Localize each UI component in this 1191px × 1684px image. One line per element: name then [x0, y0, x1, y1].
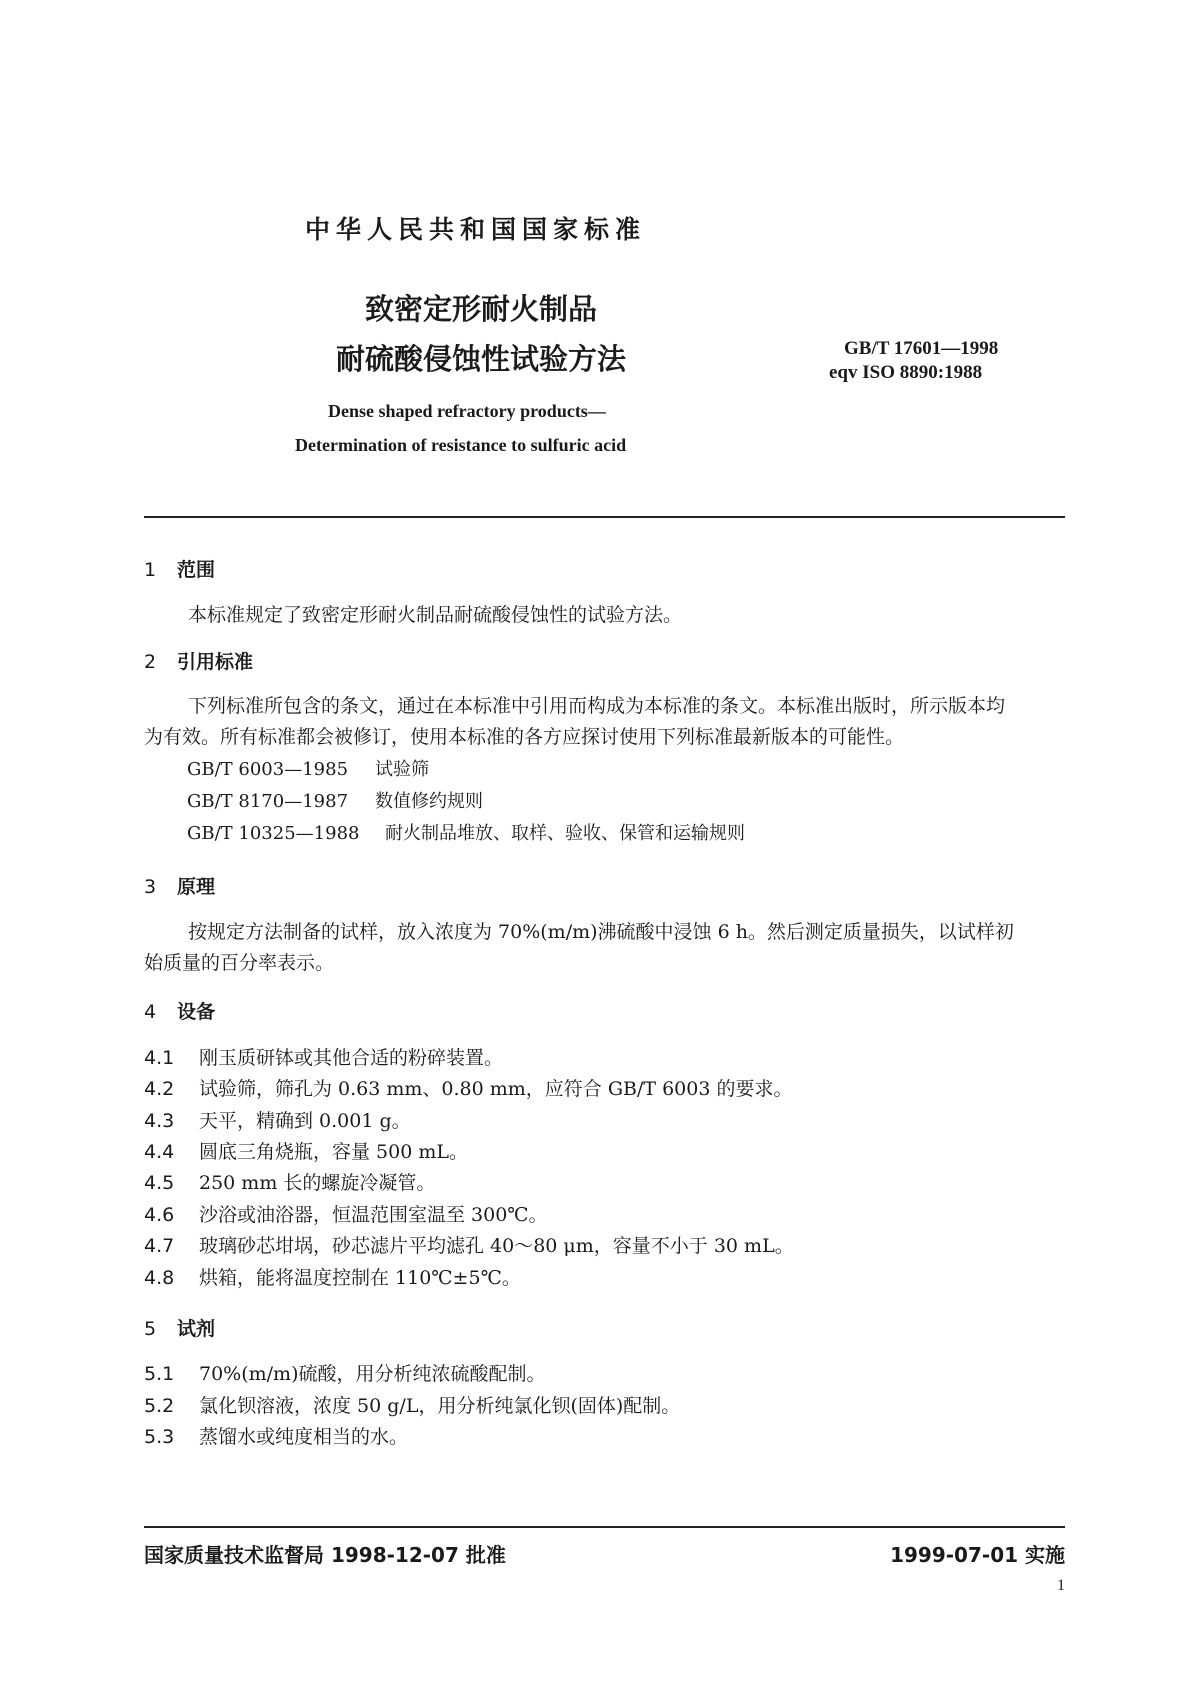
- section-3-text-line2: 始质量的百分率表示。: [144, 952, 335, 974]
- section-number: 5: [144, 1318, 157, 1340]
- section-2-text-line1: 下列标准所包含的条文，通过在本标准中引用而构成为本标准的条文。本标准出版时，所示版本均: [188, 695, 1006, 717]
- reference-name: 耐火制品堆放、取样、验收、保管和运输规则: [385, 823, 745, 844]
- item-text: 70%(m/m)硫酸，用分析纯浓硫酸配制。: [199, 1363, 546, 1385]
- item-number: 4.4: [144, 1141, 175, 1163]
- item-text: 沙浴或油浴器，恒温范围室温至 300℃。: [199, 1204, 548, 1226]
- section-1-heading: [144, 555, 215, 582]
- section-title: 原理: [177, 876, 216, 898]
- reference-item: [187, 819, 745, 845]
- equipment-item: [144, 1074, 792, 1101]
- equipment-item: [144, 1137, 468, 1164]
- section-number: 3: [144, 876, 157, 898]
- chinese-title-line2: 耐硫酸侵蚀性试验方法: [336, 342, 627, 376]
- section-1-text: 本标准规定了致密定形耐火制品耐硫酸侵蚀性的试验方法。: [188, 604, 683, 626]
- header-divider: [144, 516, 1065, 518]
- item-number: 4.2: [144, 1078, 175, 1100]
- section-title: 范围: [177, 559, 216, 581]
- item-text: 天平，精确到 0.001 g。: [199, 1110, 411, 1132]
- section-number: 2: [144, 651, 157, 673]
- item-number: 5.1: [144, 1363, 175, 1385]
- item-text: 蒸馏水或纯度相当的水。: [199, 1426, 409, 1448]
- standard-code: GB/T 17601—1998: [844, 338, 999, 359]
- section-3-text-line1: 按规定方法制备的试样，放入浓度为 70%(m/m)沸硫酸中浸蚀 6 h。然后测定质量损失，以试样初: [188, 921, 1014, 943]
- reference-item: [187, 787, 483, 813]
- reagent-item: [144, 1359, 546, 1386]
- item-text: 试验筛，筛孔为 0.63 mm、0.80 mm，应符合 GB/T 6003 的要求。: [199, 1078, 793, 1100]
- section-4-heading: [144, 997, 215, 1024]
- equipment-item: [144, 1106, 411, 1133]
- equipment-item: [144, 1231, 794, 1258]
- page-number: 1: [1057, 1577, 1065, 1594]
- equipment-item: [144, 1263, 521, 1290]
- reference-code: GB/T 10325—1988: [187, 823, 360, 844]
- chinese-title-line1: 致密定形耐火制品: [365, 292, 598, 326]
- approval-date: 国家质量技术监督局 1998-12-07 批准: [144, 1543, 506, 1567]
- equipment-item: [144, 1200, 548, 1227]
- national-standard-heading: 中华人民共和国国家标准: [305, 215, 647, 244]
- section-title: 试剂: [177, 1318, 216, 1340]
- section-5-heading: [144, 1314, 215, 1341]
- reference-item: [187, 755, 429, 781]
- equipment-item: [144, 1043, 503, 1070]
- reagent-item: [144, 1391, 680, 1418]
- item-number: 5.2: [144, 1395, 175, 1417]
- equipment-item: [144, 1168, 435, 1195]
- item-text: 烘箱，能将温度控制在 110℃±5℃。: [199, 1267, 521, 1289]
- item-text: 玻璃砂芯坩埚，砂芯滤片平均滤孔 40～80 μm，容量不小于 30 mL。: [199, 1235, 794, 1257]
- item-text: 圆底三角烧瓶，容量 500 mL。: [199, 1141, 468, 1163]
- section-title: 引用标准: [177, 651, 254, 673]
- item-number: 4.5: [144, 1172, 175, 1194]
- reference-name: 试验筛: [375, 759, 429, 780]
- reference-code: GB/T 8170—1987: [187, 791, 349, 812]
- section-2-text-line2: 为有效。所有标准都会被修订，使用本标准的各方应探讨使用下列标准最新版本的可能性。: [144, 726, 905, 748]
- item-number: 5.3: [144, 1426, 175, 1448]
- item-number: 4.3: [144, 1110, 175, 1132]
- reference-name: 数值修约规则: [375, 791, 483, 812]
- section-number: 4: [144, 1001, 157, 1023]
- equivalence-code: eqv ISO 8890:1988: [829, 362, 983, 383]
- footer-divider: [144, 1526, 1065, 1528]
- reagent-item: [144, 1422, 408, 1449]
- item-number: 4.8: [144, 1267, 175, 1289]
- section-2-heading: [144, 647, 253, 674]
- item-text: 刚玉质研钵或其他合适的粉碎装置。: [199, 1047, 504, 1069]
- implementation-date: 1999-07-01 实施: [890, 1543, 1065, 1567]
- item-number: 4.7: [144, 1235, 175, 1257]
- item-text: 氯化钡溶液，浓度 50 g/L，用分析纯氯化钡(固体)配制。: [199, 1395, 681, 1417]
- english-title-line2: Determination of resistance to sulfuric acid: [295, 435, 627, 455]
- item-text: 250 mm 长的螺旋冷凝管。: [199, 1172, 436, 1194]
- item-number: 4.1: [144, 1047, 175, 1069]
- reference-code: GB/T 6003—1985: [187, 759, 349, 780]
- section-title: 设备: [177, 1001, 216, 1023]
- english-title-line1: Dense shaped refractory products—: [328, 401, 606, 421]
- item-number: 4.6: [144, 1204, 175, 1226]
- section-3-heading: [144, 872, 215, 899]
- section-number: 1: [144, 559, 157, 581]
